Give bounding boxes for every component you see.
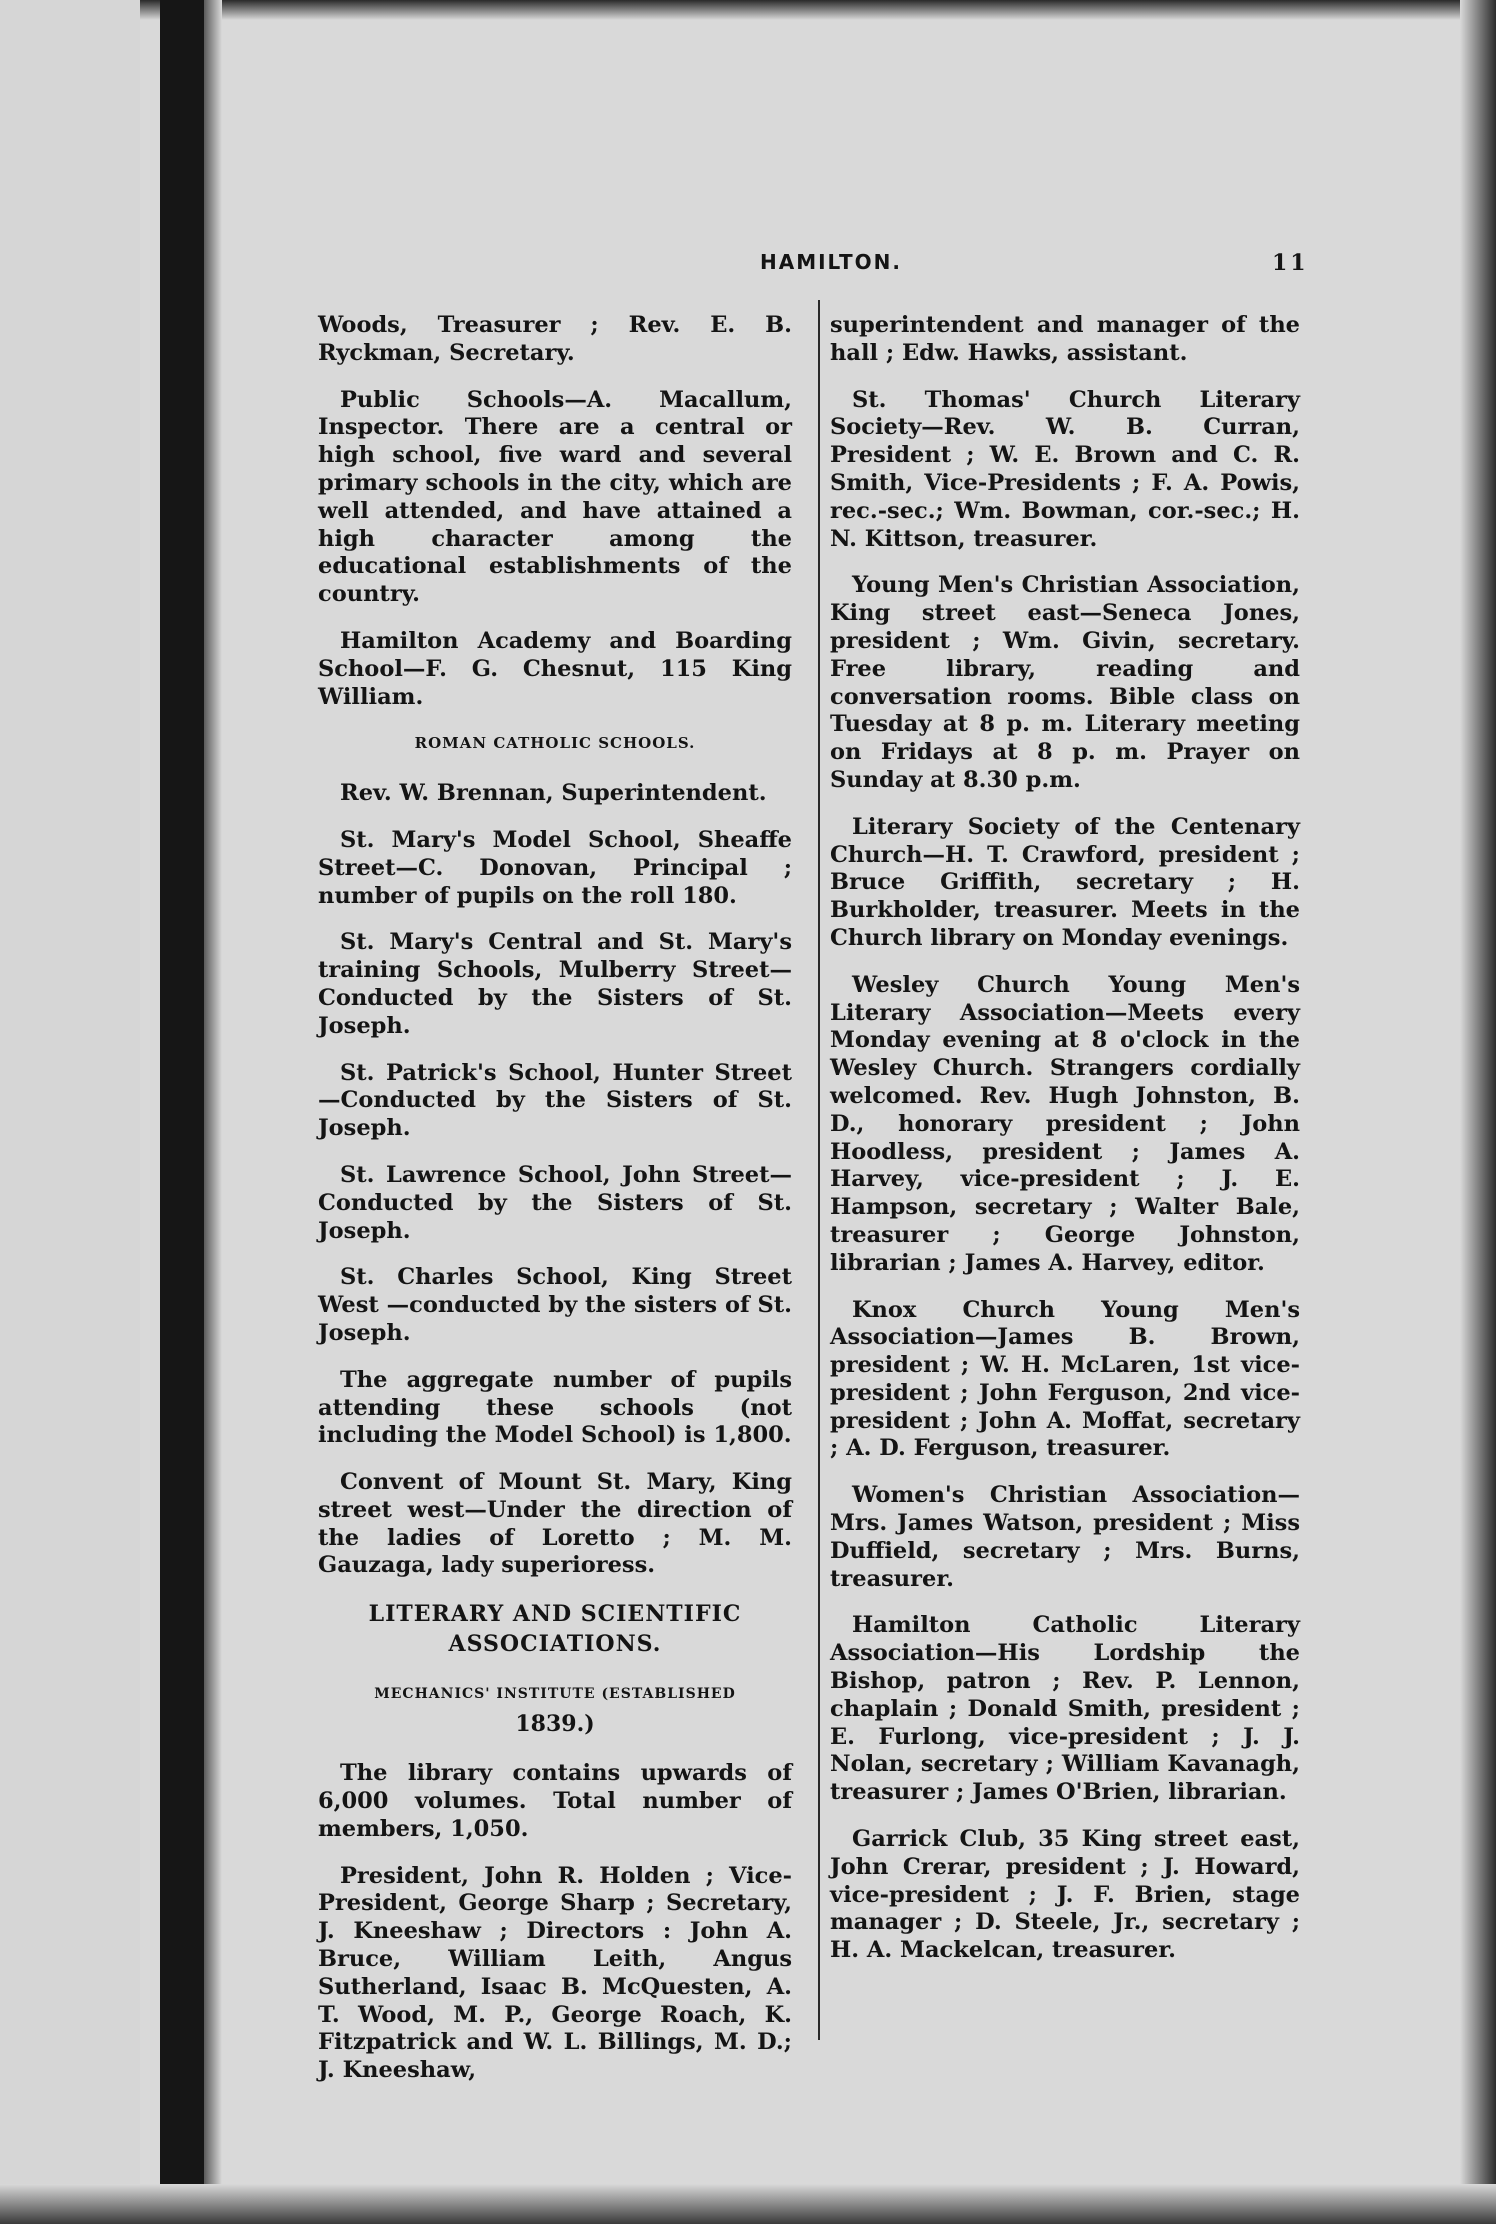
paragraph: Hamilton Academy and Boarding School—F. G. Chesnut, 115 King William. xyxy=(318,627,792,710)
paragraph: Literary Society of the Centenary Church—H. T. Crawford, president ; Bruce Griffith, secretary ; H. Burkholder, treasurer. Meets in the Church library on Monday evenings. xyxy=(830,813,1300,951)
paragraph: Woods, Treasurer ; Rev. E. B. Ryckman, Secretary. xyxy=(318,312,792,366)
paragraph: superintendent and manager of the hall ; Edw. Hawks, assistant. xyxy=(830,312,1300,366)
subsection-title: MECHANICS' INSTITUTE (ESTABLISHED xyxy=(374,1686,736,1703)
section-heading: LITERARY AND SCIENTIFIC ASSOCIATIONS. xyxy=(368,1601,742,1658)
left-margin xyxy=(0,0,140,2224)
section-heading: ROMAN CATHOLIC SCHOOLS. xyxy=(414,734,696,753)
left-column xyxy=(318,312,792,2104)
paragraph: Rev. W. Brennan, Superintendent. xyxy=(340,780,767,807)
page-number: 11 xyxy=(1272,250,1309,276)
column-divider xyxy=(818,300,820,2040)
paragraph: St. Lawrence School, John Street—Conducted by the Sisters of St. Joseph. xyxy=(318,1161,792,1244)
right-scan-edge xyxy=(1460,0,1496,2224)
paragraph: The aggregate number of pupils attending these schools (not including the Model School) is 1,800. xyxy=(318,1366,792,1449)
paragraph: Women's Christian Association—Mrs. James Watson, president ; Miss Duffield, secretary ; Mrs. Burns, treasurer. xyxy=(830,1482,1300,1592)
paragraph: The library contains upwards of 6,000 volumes. Total number of members, 1,050. xyxy=(318,1760,792,1842)
binding-shadow-bar xyxy=(160,0,204,2224)
running-title: HAMILTON. xyxy=(760,250,902,274)
bottom-scan-edge xyxy=(0,2184,1496,2224)
paragraph: Convent of Mount St. Mary, King street west—Under the direction of the ladies of Loretto ; M. M. Gauzaga, lady superioress. xyxy=(318,1469,792,1579)
paragraph: St. Mary's Model School, Sheaffe Street—C. Donovan, Principal ; number of pupils on the roll 180. xyxy=(318,826,792,909)
top-scan-edge xyxy=(0,0,1496,20)
paragraph: St. Patrick's School, Hunter Street —Conducted by the Sisters of St. Joseph. xyxy=(318,1059,792,1142)
paragraph: Public Schools—A. Macallum, Inspector. There are a central or high school, five ward and several primary schools in the city, which are well attended, and have attained a high character among the educational establishments of the country. xyxy=(318,386,792,608)
paragraph: Garrick Club, 35 King street east, John Crerar, president ; J. Howard, vice-president ; J. F. Brien, stage manager ; D. Steele, Jr., secretary ; H. A. Mackelcan, treasurer. xyxy=(830,1826,1300,1964)
paragraph: Wesley Church Young Men's Literary Association—Meets every Monday evening at 8 o'clock in the Wesley Church. Strangers cordially welcomed. Rev. Hugh Johnston, B. D., honorary president ; John Hoodless, president ; James A. Harvey, vice-president ; J. E. Hampson, secretary ; Walter Bale, treasurer ; George Johnston, librarian ; James A. Harvey, editor. xyxy=(830,971,1300,1276)
paragraph: Young Men's Christian Association, King street east—Seneca Jones, president ; Wm. Givin, secretary. Free library, reading and conversation rooms. Bible class on Tuesday at 8 p. m. Literary meeting on Fridays at 8 p. m. Prayer on Sunday at 8.30 p.m. xyxy=(830,572,1300,793)
paragraph: Hamilton Catholic Literary Association—His Lordship the Bishop, patron ; Rev. P. Lennon, chaplain ; Donald Smith, president ; E. Furlong, vice-president ; J. J. Nolan, secretary ; William Kavanagh, treasurer ; James O'Brien, librarian. xyxy=(830,1612,1300,1806)
subsection-heading xyxy=(318,1679,792,1742)
paragraph: St. Thomas' Church Literary Society—Rev. W. B. Curran, President ; W. E. Brown and C. R. Smith, Vice-Presidents ; F. A. Powis, rec.-sec.; Wm. Bowman, cor.-sec.; H. N. Kittson, treasurer. xyxy=(830,386,1300,552)
binding-gradient xyxy=(204,0,222,2224)
paragraph: St. Mary's Central and St. Mary's training Schools, Mulberry Street—Conducted by the Sisters of St. Joseph. xyxy=(318,929,792,1039)
paragraph: St. Charles School, King Street West —conducted by the sisters of St. Joseph. xyxy=(318,1264,792,1346)
paragraph: President, John R. Holden ; Vice-President, George Sharp ; Secretary, J. Kneeshaw ; Directors : John A. Bruce, William Leith, Angus Sutherland, Isaac B. McQuesten, A. T. Wood, M. P., George Roach, K. Fitzpatrick and W. L. Billings, M. D.; J. Kneeshaw, xyxy=(318,1862,792,2084)
subsection-year: 1839.) xyxy=(515,1711,595,1738)
paragraph: Knox Church Young Men's Association—James B. Brown, president ; W. H. McLaren, 1st vice-president ; John Ferguson, 2nd vice-president ; John A. Moffat, secretary ; A. D. Ferguson, treasurer. xyxy=(830,1296,1300,1462)
right-column xyxy=(830,312,1300,1984)
